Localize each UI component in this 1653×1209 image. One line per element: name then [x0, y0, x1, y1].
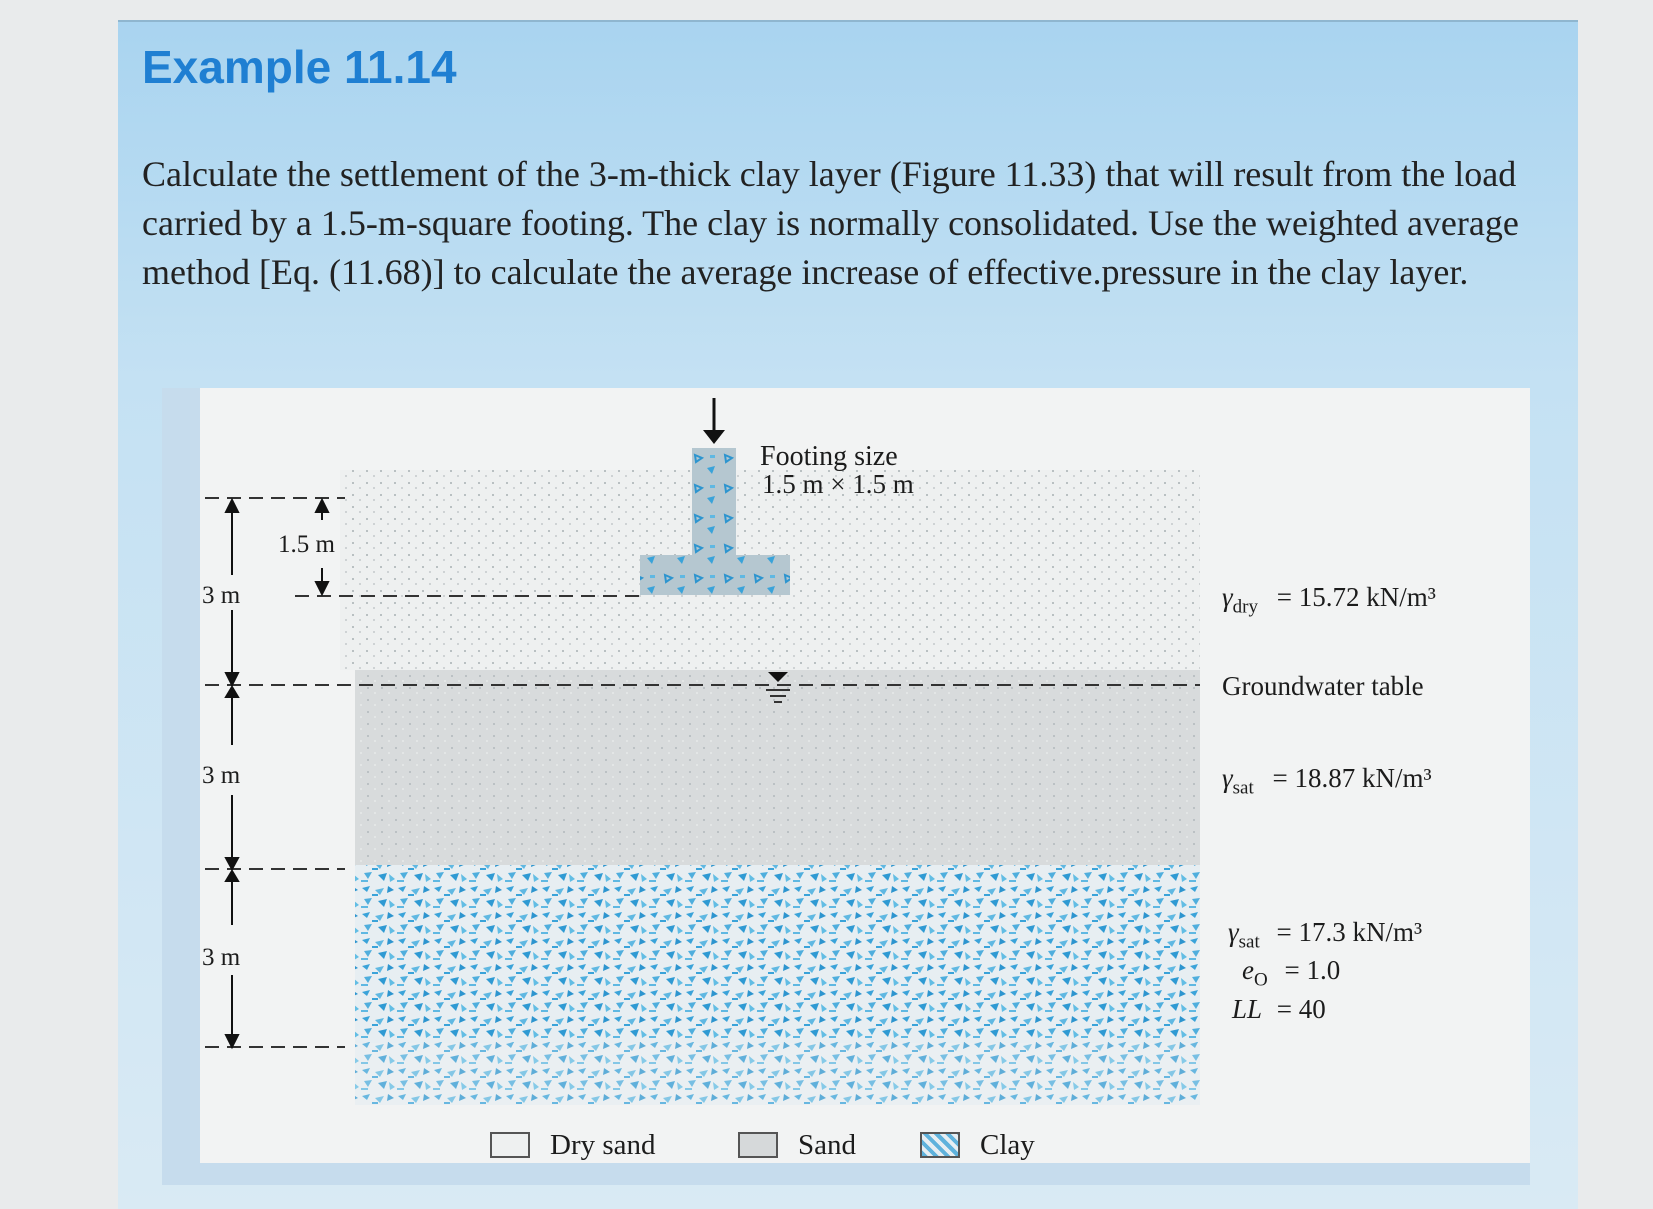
legend-sand: [738, 1128, 856, 1162]
void-ratio-value: = 1.0: [1284, 955, 1341, 986]
example-title: Example 11.14: [142, 41, 457, 93]
dim-layer-2: 3 m: [202, 762, 241, 789]
gamma-sat-clay-symbol: γ: [1228, 917, 1239, 947]
legend-clay-swatch: [920, 1132, 960, 1158]
groundwater-table-label: Groundwater table: [1222, 671, 1424, 701]
legend-sand-label: Sand: [798, 1128, 856, 1161]
liquid-limit-symbol: LL: [1232, 993, 1263, 1024]
gamma-sat-clay-sub: sat: [1238, 931, 1260, 953]
dim-layer-3: 3 m: [202, 944, 241, 971]
footing-base: [640, 555, 790, 595]
void-ratio-sub: O: [1253, 969, 1268, 991]
sand-properties: [1222, 763, 1432, 799]
gamma-sat-sand-value: = 18.87 kN/m³: [1272, 763, 1432, 793]
gamma-sat-clay-value: = 17.3 kN/m³: [1276, 917, 1423, 947]
void-ratio-symbol: e: [1242, 955, 1254, 986]
gamma-dry-value: = 15.72 kN/m³: [1276, 582, 1436, 612]
dry-sand-properties: [1222, 582, 1436, 618]
legend-clay: [920, 1128, 1035, 1162]
legend-sand-swatch: [738, 1132, 778, 1158]
legend-dry-sand-label: Dry sand: [550, 1128, 656, 1161]
legend-clay-label: Clay: [980, 1128, 1035, 1161]
load-arrowhead: [703, 430, 725, 444]
dim-layer-1: 3 m: [202, 582, 241, 609]
dimension-lines: [226, 500, 328, 1047]
footing-column: [692, 448, 736, 558]
gamma-dry-symbol: γ: [1222, 582, 1233, 612]
clay-layer-bottom: [355, 1043, 1200, 1105]
clay-layer: [355, 865, 1200, 1043]
gamma-sat-sand-symbol: γ: [1222, 763, 1233, 793]
clay-properties: [1228, 918, 1422, 1024]
gamma-sat-sand-sub: sat: [1232, 777, 1254, 799]
gamma-dry-sub: dry: [1232, 596, 1258, 618]
problem-statement: Calculate the settlement of the 3-m-thick clay layer (Figure 11.33) that will result from the load carried by a 1.5-m-square footing. The clay is normally consolidated. Use the weighted average method [Eq. (11.68)] to calculate the average increase of effective.pressure in the clay layer.: [142, 154, 1519, 292]
footing-size-value: 1.5 m × 1.5 m: [762, 469, 914, 499]
footing-size-label: Footing size: [760, 441, 898, 472]
liquid-limit-value: = 40: [1276, 993, 1326, 1024]
sand-layer: [355, 670, 1200, 865]
legend-dry-sand: [490, 1128, 656, 1162]
dim-footing-depth: 1.5 m: [278, 531, 335, 558]
legend-dry-sand-swatch: [490, 1132, 530, 1158]
